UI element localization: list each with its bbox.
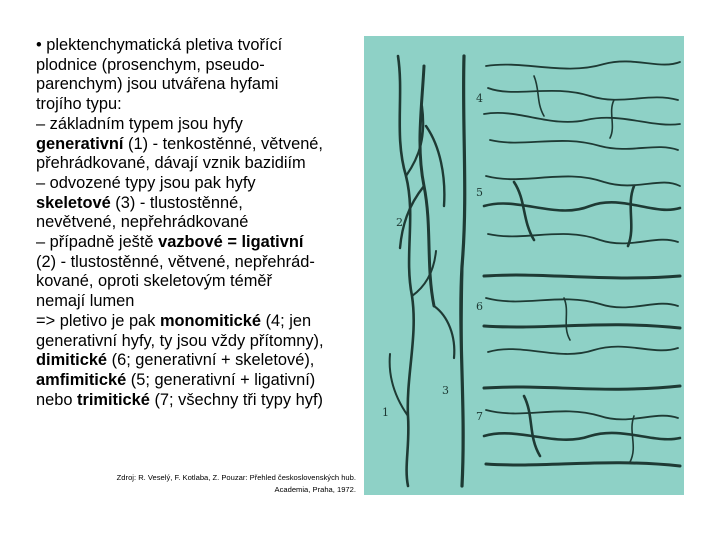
- label-2: 2: [396, 216, 403, 229]
- text-line: [36, 312, 366, 332]
- text-span: (6; generativní + skeletové),: [107, 351, 315, 370]
- label-7: 7: [476, 410, 483, 423]
- tissue-monomitic: [484, 61, 680, 150]
- term-ligative: vazbové = ligativní: [158, 233, 304, 252]
- label-1: 1: [382, 406, 389, 419]
- hypha-ligative: [400, 66, 454, 358]
- label-5: 5: [476, 186, 483, 199]
- hypha-skeletal: [461, 56, 465, 486]
- text-span: (4; jen: [261, 311, 312, 330]
- text-span: nebo: [36, 390, 78, 409]
- label-3: 3: [442, 384, 449, 397]
- text-span: – případně ještě: [36, 233, 159, 252]
- text-span: (5; generativní + ligativní): [126, 370, 316, 389]
- text-line: (2) - tlustostěnné, větvené, nepřehrád-: [36, 252, 315, 271]
- text-line: nevětvené, nepřehrádkované: [36, 213, 249, 232]
- text-line: [36, 233, 366, 253]
- text-span: => pletivo je pak: [36, 311, 160, 330]
- text-line: [36, 391, 366, 411]
- description-text: [36, 36, 366, 410]
- text-line: trojího typu:: [36, 95, 122, 114]
- text-line: [36, 135, 366, 155]
- text-line: [36, 371, 366, 391]
- hyphae-illustration: [364, 36, 684, 495]
- text-line: – základním typem jsou hyfy: [36, 114, 243, 133]
- text-line: – odvozené typy jsou pak hyfy: [36, 173, 256, 192]
- text-line: nemají lumen: [36, 292, 135, 311]
- text-line: [36, 194, 366, 214]
- source-line: Zdroj: R. Veselý, F. Kotlaba, Z. Pouzar: Přehled československých hub.: [116, 473, 356, 482]
- term-dimitic: dimitické: [36, 351, 108, 370]
- text-span: (7; všechny tři typy hyf): [149, 390, 323, 409]
- tissue-trimitic: [484, 386, 680, 466]
- hyphae-drawing: [364, 36, 684, 495]
- tissue-dimitic: [484, 275, 680, 354]
- text-span: (3) - tlustostěnné,: [110, 193, 243, 212]
- label-4: 4: [476, 92, 483, 105]
- text-line: plodnice (prosenchym, pseudo-: [36, 55, 265, 74]
- text-line: • plektenchymatická pletiva tvořící: [36, 36, 283, 54]
- source-citation: [88, 472, 356, 496]
- term-generative: generativní: [36, 134, 124, 153]
- term-skeletal: skeletové: [36, 193, 111, 212]
- term-monomitic: monomitické: [159, 311, 262, 330]
- text-line: [36, 351, 366, 371]
- text-line: kované, oproti skeletovým téměř: [36, 272, 272, 291]
- source-line: Academia, Praha, 1972.: [274, 485, 356, 494]
- text-line: přehrádkované, dávají vznik bazidiím: [36, 154, 306, 173]
- tissue-amphimitic: [484, 176, 680, 246]
- text-line: generativní hyfy, ty jsou vždy přítomny),: [36, 331, 324, 350]
- label-6: 6: [476, 300, 483, 313]
- term-amphimitic: amfimitické: [36, 370, 127, 389]
- term-trimitic: trimitické: [77, 390, 150, 409]
- text-span: (1) - tenkostěnné, větvené,: [123, 134, 323, 153]
- text-line: parenchym) jsou utvářena hyfami: [36, 75, 279, 94]
